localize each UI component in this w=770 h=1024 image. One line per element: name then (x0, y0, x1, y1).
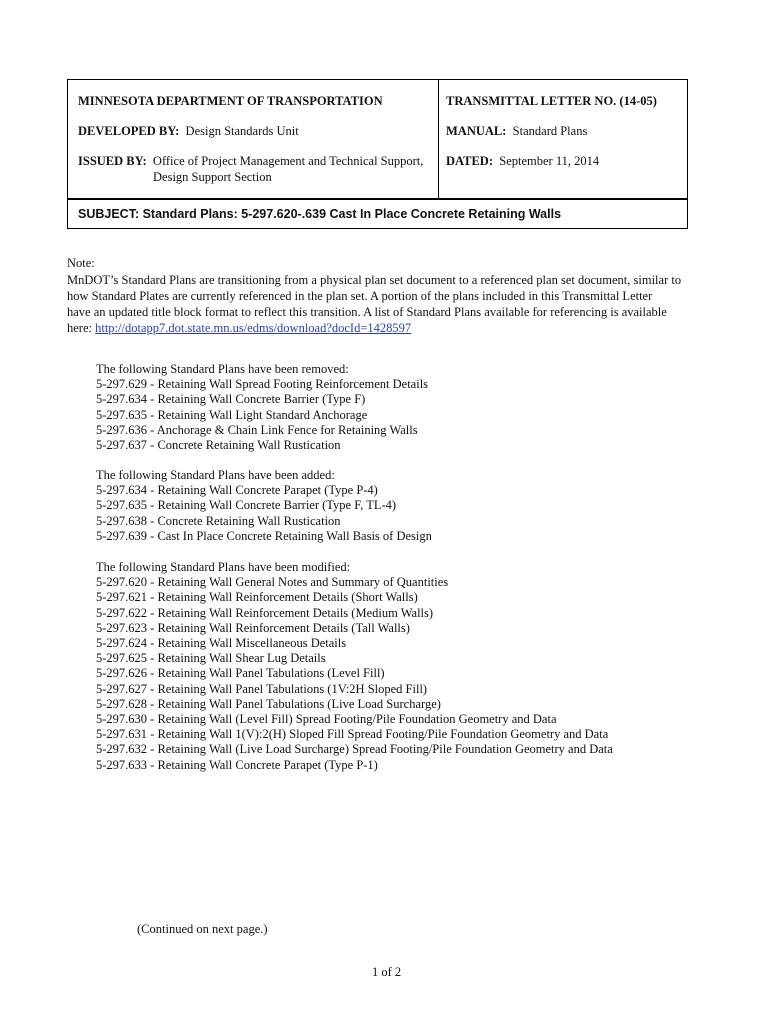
added-section (96, 468, 432, 544)
modified-plan-item: 5-297.632 - Retaining Wall (Live Load Surcharge) Spread Footing/Pile Foundation Geometry and Data (96, 742, 613, 757)
subject-box (67, 199, 688, 229)
department-name: MINNESOTA DEPARTMENT OF TRANSPORTATION (78, 94, 383, 108)
dated: DATED: September 11, 2014 (446, 154, 600, 168)
removed-section (96, 362, 428, 453)
removed-plan-item: 5-297.629 - Retaining Wall Spread Footing Reinforcement Details (96, 377, 429, 392)
note-line-1: MnDOT’s Standard Plans are transitioning from a physical plan set document to a referenced plan set document, similar to (67, 273, 682, 287)
modified-intro: The following Standard Plans have been modified: (96, 560, 351, 574)
removed-plan-item: 5-297.637 - Concrete Retaining Wall Rustication (96, 438, 341, 453)
modified-plan-item: 5-297.630 - Retaining Wall (Level Fill) Spread Footing/Pile Foundation Geometry and Data (96, 712, 557, 727)
removed-plan-item: 5-297.634 - Retaining Wall Concrete Barrier (Type F) (96, 392, 366, 407)
issued-by-line2: Design Support Section (153, 170, 272, 184)
page-number: 1 of 2 (372, 965, 402, 979)
note-heading: Note: (67, 256, 95, 270)
note-line-2: how Standard Plates are currently referenced in the plan set. A portion of the plans included in this Transmittal Letter (67, 289, 653, 303)
modified-plan-item: 5-297.624 - Retaining Wall Miscellaneous Details (96, 636, 347, 651)
subject-line: SUBJECT: Standard Plans: 5-297.620-.639 Cast In Place Concrete Retaining Walls (78, 207, 562, 221)
removed-plan-item: 5-297.636 - Anchorage & Chain Link Fence for Retaining Walls (96, 422, 418, 437)
modified-section (96, 560, 613, 773)
modified-plan-item: 5-297.622 - Retaining Wall Reinforcement Details (Medium Walls) (96, 605, 434, 620)
modified-plan-item: 5-297.627 - Retaining Wall Panel Tabulations (1V:2H Sloped Fill) (96, 681, 428, 696)
modified-plan-item: 5-297.623 - Retaining Wall Reinforcement Details (Tall Walls) (96, 620, 410, 635)
modified-plan-item: 5-297.626 - Retaining Wall Panel Tabulations (Level Fill) (96, 666, 385, 681)
modified-plan-item: 5-297.625 - Retaining Wall Shear Lug Details (96, 651, 326, 666)
developed-by: DEVELOPED BY: Design Standards Unit (78, 124, 299, 138)
header-divider (438, 79, 439, 199)
removed-plan-item: 5-297.635 - Retaining Wall Light Standard Anchorage (96, 407, 368, 422)
added-intro: The following Standard Plans have been added: (96, 468, 335, 482)
continued-note: (Continued on next page.) (137, 922, 268, 936)
modified-plan-item: 5-297.631 - Retaining Wall 1(V):2(H) Sloped Fill Spread Footing/Pile Foundation Geometry and Data (96, 727, 609, 742)
added-plan-item: 5-297.639 - Cast In Place Concrete Retaining Wall Basis of Design (96, 528, 432, 543)
added-plan-item: 5-297.635 - Retaining Wall Concrete Barrier (Type F, TL-4) (96, 498, 397, 513)
added-plan-item: 5-297.638 - Concrete Retaining Wall Rustication (96, 513, 341, 528)
note-line-4: here: http://dotapp7.dot.state.mn.us/edms/download?docId=1428597 (67, 321, 412, 335)
modified-plan-item: 5-297.628 - Retaining Wall Panel Tabulations (Live Load Surcharge) (96, 696, 441, 711)
modified-plan-item: 5-297.633 - Retaining Wall Concrete Parapet (Type P-1) (96, 757, 378, 772)
manual: MANUAL: Standard Plans (446, 124, 588, 138)
removed-intro: The following Standard Plans have been removed: (96, 362, 349, 376)
added-plan-item: 5-297.634 - Retaining Wall Concrete Parapet (Type P-4) (96, 483, 378, 498)
issued-by: ISSUED BY: Office of Project Management and Technical Support, (78, 154, 424, 168)
note-line-3: have an updated title block format to reflect this transition. A list of Standard Plans available for referencing is available (67, 305, 667, 319)
standard-plans-link[interactable]: http://dotapp7.dot.state.mn.us/edms/download?docId=1428597 (95, 321, 412, 335)
transmittal-letter-number: TRANSMITTAL LETTER NO. (14-05) (446, 94, 657, 108)
modified-plan-item: 5-297.620 - Retaining Wall General Notes and Summary of Quantities (96, 575, 449, 590)
modified-plan-item: 5-297.621 - Retaining Wall Reinforcement Details (Short Walls) (96, 590, 418, 605)
